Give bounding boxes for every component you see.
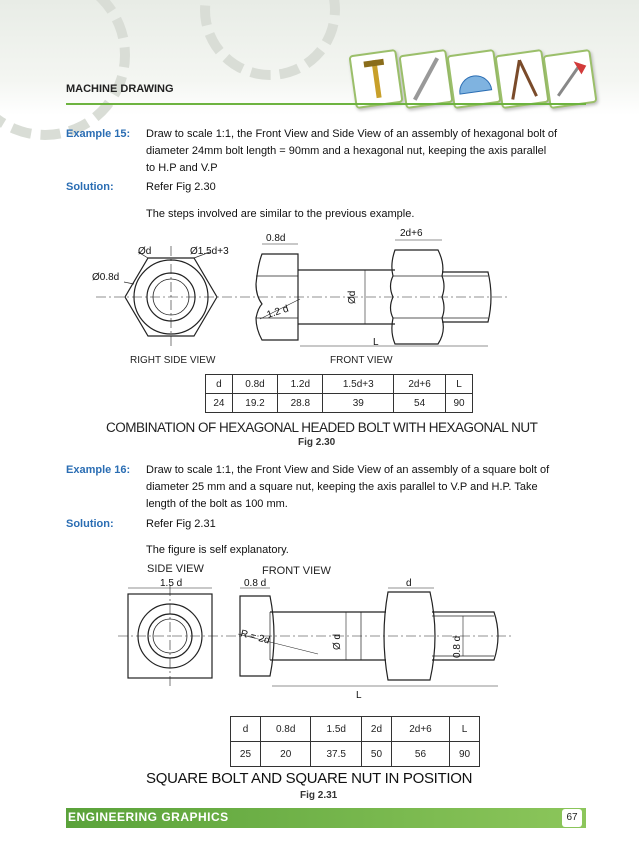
table-header-row — [206, 375, 473, 394]
table-cell: 37.5 — [311, 742, 362, 767]
dim-2d6: 2d+6 — [400, 228, 423, 239]
footer-title: ENGINEERING GRAPHICS — [68, 810, 229, 824]
solution-16-label: Solution: — [66, 518, 114, 530]
dim-o15d3: Ø1.5d+3 — [190, 246, 229, 257]
caliper-icon — [348, 49, 403, 109]
table-cell: 2d — [362, 717, 392, 742]
table-cell: 19.2 — [232, 394, 277, 413]
dim-0-8d: 0.8d — [266, 233, 286, 244]
table-row — [206, 394, 473, 413]
front-view-label-2: FRONT VIEW — [262, 565, 331, 577]
fig-2-30-drawing — [90, 224, 520, 369]
fig-2-30-title: COMBINATION OF HEXAGONAL HEADED BOLT WITH HEXAGONAL NUT — [106, 420, 538, 435]
drafter-icon — [542, 49, 597, 109]
dim-od-vertical-2: Ø d — [332, 633, 343, 650]
table-cell: 54 — [394, 394, 446, 413]
gear-decoration — [0, 0, 130, 140]
dim-o08d: Ø0.8d — [92, 272, 120, 283]
table-cell: 20 — [260, 742, 311, 767]
example-16-line: length of the bolt as 100 mm. — [146, 498, 288, 510]
steps-text: The steps involved are similar to the previous example. — [146, 208, 415, 220]
side-view-label: SIDE VIEW — [147, 563, 204, 575]
example-15-text — [146, 126, 586, 177]
table-cell: 39 — [323, 394, 394, 413]
table-cell: d — [231, 717, 261, 742]
table-cell: 90 — [446, 394, 473, 413]
dim-0-8d-2: 0.8 d — [244, 578, 267, 589]
fig-2-30-caption: Fig 2.30 — [298, 437, 336, 448]
drawing-pencil-icon — [398, 49, 453, 109]
dim-L-2: L — [356, 690, 362, 701]
table-row — [231, 742, 480, 767]
table-cell: d — [206, 375, 233, 394]
header-rule — [66, 103, 586, 105]
table-cell: 90 — [450, 742, 480, 767]
table-cell: 0.8d — [232, 375, 277, 394]
dim-od: Ød — [138, 246, 152, 257]
fig-2-31-drawing — [118, 574, 518, 702]
example-15-line: Draw to scale 1:1, the Front View and Side View of an assembly of hexagonal bolt of — [146, 128, 558, 140]
table-cell: 24 — [206, 394, 233, 413]
table-cell: 1.2d — [278, 375, 323, 394]
right-side-view-label: RIGHT SIDE VIEW — [130, 355, 216, 366]
protractor-icon — [446, 49, 501, 109]
fig-2-31-caption: Fig 2.31 — [300, 790, 338, 801]
section-title: MACHINE DRAWING — [66, 83, 174, 95]
dim-od-vertical: Ød — [347, 290, 358, 304]
example-15-label: Example 15: — [66, 128, 131, 140]
dim-0-8d-vertical: 0.8 d — [452, 635, 463, 658]
solution-15-text: Refer Fig 2.30 — [146, 181, 216, 193]
table-cell: 28.8 — [278, 394, 323, 413]
table-cell: 1.5d+3 — [323, 375, 394, 394]
example-16-line: Draw to scale 1:1, the Front View and Side View of an assembly of a square bolt of — [146, 464, 550, 476]
fig-2-31-table — [230, 716, 480, 767]
table-cell: L — [446, 375, 473, 394]
dim-1-5d: 1.5 d — [160, 578, 183, 589]
fig-2-30-table — [205, 374, 473, 413]
solution-16-text: Refer Fig 2.31 — [146, 518, 216, 530]
table-cell: 2d+6 — [391, 717, 449, 742]
example-15-line: diameter 24mm bolt length = 90mm and a hexagonal nut, keeping the axis parallel — [146, 145, 547, 157]
table-cell: 50 — [362, 742, 392, 767]
table-cell: 25 — [231, 742, 261, 767]
dim-r2d: R = 2d — [239, 628, 271, 647]
front-view-label: FRONT VIEW — [330, 355, 393, 366]
dim-L: L — [373, 337, 379, 348]
table-cell: L — [450, 717, 480, 742]
example-16-text — [146, 462, 586, 513]
dim-1-2d: 1.2 d — [265, 303, 291, 321]
table-cell: 2d+6 — [394, 375, 446, 394]
table-header-row — [231, 717, 480, 742]
example-16-line: diameter 25 mm and a square nut, keeping the axis parallel to V.P and H.P. Take — [146, 481, 538, 493]
page-number: 67 — [562, 809, 582, 827]
table-cell: 1.5d — [311, 717, 362, 742]
divider-compass-icon — [494, 49, 549, 109]
solution-15-label: Solution: — [66, 181, 114, 193]
table-cell: 56 — [391, 742, 449, 767]
explain-text: The figure is self explanatory. — [146, 544, 289, 556]
dim-d: d — [406, 578, 412, 589]
example-16-label: Example 16: — [66, 464, 131, 476]
table-cell: 0.8d — [260, 717, 311, 742]
fig-2-31-title: SQUARE BOLT AND SQUARE NUT IN POSITION — [146, 770, 473, 787]
example-15-line: to H.P and V.P — [146, 162, 218, 174]
